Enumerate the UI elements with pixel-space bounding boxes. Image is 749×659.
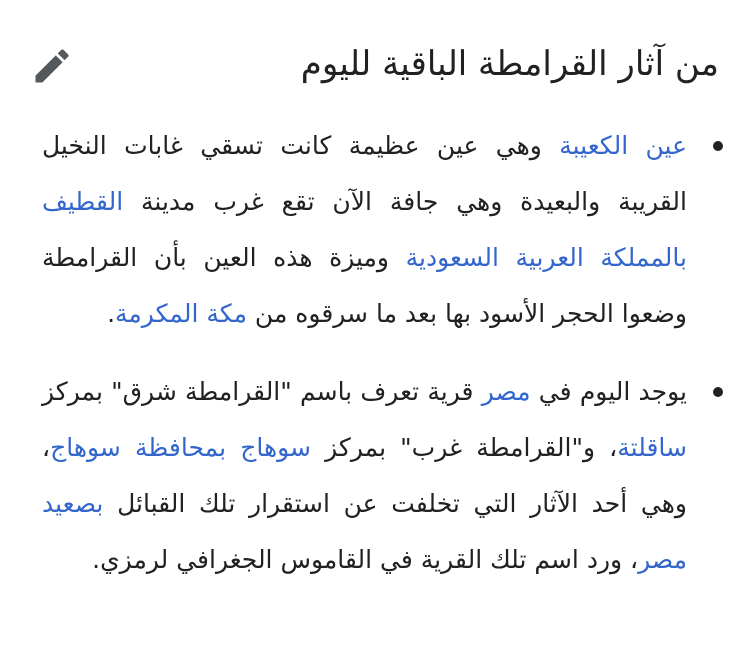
list-item: [42, 364, 687, 588]
item-text: قرية تعرف باسم "القرامطة شرق" بمركز: [42, 377, 482, 406]
bullet-icon: [713, 141, 723, 151]
link-upper-egypt[interactable]: بصعيد مصر: [42, 489, 687, 574]
item-text: [226, 433, 240, 462]
link-ain-alkuaiba[interactable]: عين الكعيبة: [559, 131, 687, 160]
item-text: يوجد اليوم في: [530, 377, 687, 406]
section-heading: من آثار القرامطة الباقية لليوم: [300, 44, 719, 84]
item-text: وهي عين عظيمة كانت تسقي غابات النخيل القريبة والبعيدة وهي جافة الآن تقع غرب مدينة: [42, 131, 687, 216]
pencil-icon[interactable]: [30, 44, 74, 88]
item-text: ، وهي أحد الآثار التي تخلفت عن استقرار تلك القبائل: [42, 433, 687, 518]
link-makkah[interactable]: مكة المكرمة: [115, 299, 247, 328]
item-text: وميزة هذه العين بأن القرامطة وضعوا الحجر الأسود بها بعد ما سرقوه من: [42, 243, 687, 328]
list-item: [42, 118, 687, 342]
item-text: .: [107, 299, 116, 328]
link-sohag-governorate[interactable]: بمحافظة سوهاج: [50, 433, 227, 462]
section-content: [42, 118, 687, 610]
item-text: ، و"القرامطة غرب" بمركز: [311, 433, 618, 462]
link-sohag[interactable]: سوهاج: [240, 433, 311, 462]
link-saqulta[interactable]: ساقلتة: [617, 433, 687, 462]
section-header: [0, 28, 749, 108]
bullet-icon: [713, 387, 723, 397]
link-misr[interactable]: مصر: [481, 377, 531, 406]
item-text: ، ورد اسم تلك القرية في القاموس الجغرافي لرمزي.: [92, 545, 639, 574]
link-qatif[interactable]: القطيف بالمملكة العربية السعودية: [42, 187, 687, 272]
bullet-list: [42, 118, 687, 588]
